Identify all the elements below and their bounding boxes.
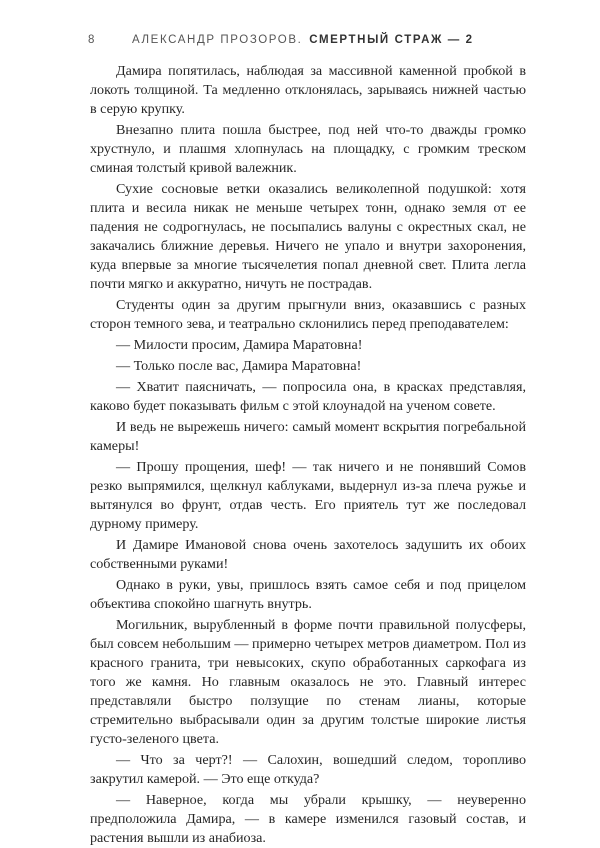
book-title: СМЕРТНЫЙ СТРАЖ — 2: [309, 34, 474, 46]
paragraph: Сухие сосновые ветки оказались великолепной подушкой: хотя плита и весила никак не меньше четырех тонн, однако земля от ее падения не содрогнулась, не посыпались валуны с окрестных скал, не закачались ближние деревья. Ничего не упало и внутри захоронения, куда впервые за многие тысячелетия попал дневной свет. Плита легла почти мягко и аккуратно, ничуть не пострадав.: [90, 181, 526, 292]
paragraph: Однако в руки, увы, пришлось взять самое себя и под прицелом объектива спокойно шагнуть внутрь.: [90, 577, 526, 612]
paragraph: И ведь не вырежешь ничего: самый момент вскрытия погребальной камеры!: [90, 419, 526, 454]
paragraph: Внезапно плита пошла быстрее, под ней что-то дважды громко хрустнуло, и плашмя хлопнулась на площадку, с громким треском сминая толстый кривой валежник.: [90, 122, 526, 176]
author-name: АЛЕКСАНДР ПРОЗОРОВ.: [132, 34, 303, 46]
dialogue-line: — Наверное, когда мы убрали крышку, — неуверенно предположила Дамира, — в камере изменился газовый состав, и растения вышли из анабиоза.: [90, 792, 526, 846]
paragraph: Дамира попятилась, наблюдая за массивной каменной пробкой в локоть толщиной. Та медленно отклонялась, зарываясь нижней частью в серую крупку.: [90, 63, 526, 117]
dialogue-line: — Прошу прощения, шеф! — так ничего и не понявший Сомов резко выпрямился, щелкнул каблуками, выдернул из-за плеча ружье и вытянулся во фрунт, отдав честь. Его приятель тут же последовал дурному примеру.: [90, 459, 526, 532]
page-body-text: [90, 62, 526, 848]
paragraph: И Дамире Имановой снова очень захотелось задушить их обоих собственными руками!: [90, 537, 526, 572]
dialogue-line: — Милости просим, Дамира Маратовна!: [116, 337, 363, 353]
paragraph: Студенты один за другим прыгнули вниз, оказавшись с разных сторон темного зева, и театрально склонились перед преподавателем:: [90, 297, 526, 332]
running-header: [88, 34, 560, 46]
paragraph: Могильник, вырубленный в форме почти правильной полусферы, был совсем небольшим — примерно четырех метров диаметром. Пол из красного гранита, три невысоких, скупо обработанных саркофага из того же камня. Но главным оказалось не это. Главный интерес представляли быстро ползущие по стенам лианы, которые стремительно выбрасывали один за другим толстые широкие листья густо-зеленого цвета.: [90, 617, 526, 747]
dialogue-line: — Что за черт?! — Салохин, вошедший следом, торопливо закрутил камерой. — Это еще откуда?: [90, 752, 526, 787]
dialogue-line: — Только после вас, Дамира Маратовна!: [116, 358, 362, 374]
dialogue-line: — Хватит паясничать, — попросила она, в красках представляя, каково будет показывать фильм с этой клоунадой на ученом совете.: [90, 379, 526, 414]
page-number: 8: [88, 34, 95, 46]
